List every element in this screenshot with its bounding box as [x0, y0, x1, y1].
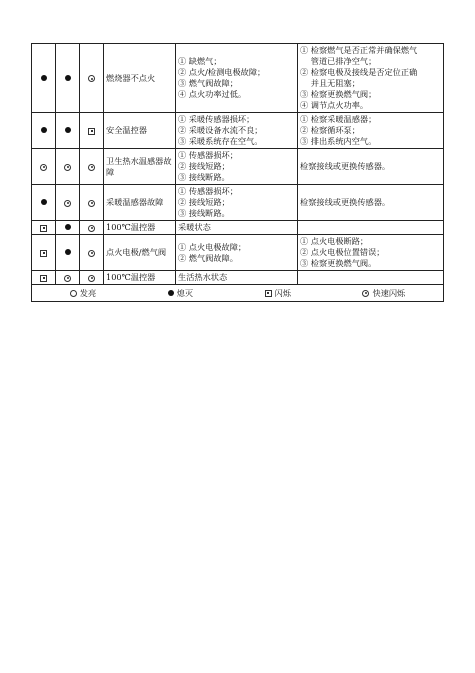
- table-row: [32, 221, 444, 235]
- component-cell: 100℃温控器: [104, 271, 176, 285]
- indicator-cell-3: [80, 235, 104, 271]
- indicator-cell-3: [80, 271, 104, 285]
- table-row: [32, 271, 444, 285]
- cause-cell: [176, 44, 298, 113]
- indicator-cell-1: [32, 113, 56, 149]
- cause-line: ③ 接线断路。: [178, 172, 230, 182]
- indicator-cell-1: [32, 271, 56, 285]
- light-off-icon: [168, 290, 174, 296]
- table-row: [32, 149, 444, 185]
- indicator-cell-2: [56, 44, 80, 113]
- component-cell: 卫生热水温感器故障: [104, 149, 176, 185]
- cause-line: 采暖状态: [178, 222, 211, 232]
- cause-cell: [176, 271, 298, 285]
- cause-cell: [176, 149, 298, 185]
- cause-line: ② 采暖设备水流不良；: [178, 125, 263, 135]
- table-row: [32, 113, 444, 149]
- remedy-line: 并且无阻塞；: [300, 78, 360, 88]
- indicator-cell-1: [32, 221, 56, 235]
- remedy-cell: [298, 185, 444, 221]
- fast-flash-icon: [88, 200, 95, 207]
- indicator-cell-2: [56, 185, 80, 221]
- component-cell: 采暖温感器故障: [104, 185, 176, 221]
- remedy-line: 管道已排净空气；: [300, 56, 377, 66]
- component-cell: 点火电极/燃气阀: [104, 235, 176, 271]
- legend-item-off: [168, 288, 193, 299]
- indicator-cell-3: [80, 44, 104, 113]
- remedy-line: ④ 调节点火功率。: [300, 100, 369, 110]
- cause-line: ① 缺燃气；: [178, 56, 222, 66]
- remedy-line: ① 检察燃气是否正常并确保燃气: [300, 45, 418, 55]
- legend-flash-label: 闪烁: [274, 287, 291, 298]
- legend-off-label: 熄灭: [176, 287, 194, 298]
- indicator-cell-1: [32, 44, 56, 113]
- flash-icon: [40, 250, 47, 257]
- light-off-icon: [65, 127, 71, 133]
- cause-line: ② 燃气阀故障。: [178, 252, 238, 263]
- light-on-icon: [70, 290, 77, 297]
- remedy-line: 检察接线或更换传感器。: [300, 197, 391, 207]
- table-row: [32, 44, 444, 113]
- remedy-line: ② 检察电极及接线是否定位正确: [300, 67, 418, 77]
- indicator-cell-3: [80, 185, 104, 221]
- fast-flash-icon: [88, 225, 95, 232]
- light-off-icon: [65, 249, 71, 255]
- indicator-cell-1: [32, 149, 56, 185]
- legend-item-flash: [265, 288, 291, 299]
- component-cell: 100℃温控器: [104, 221, 176, 235]
- remedy-line: ② 检察循环泵；: [300, 125, 360, 135]
- legend-cell: [32, 285, 444, 302]
- flash-icon: [88, 128, 95, 135]
- cause-line: ② 点火/检测电极故障；: [178, 67, 266, 77]
- remedy-cell: [298, 221, 444, 235]
- cause-line: ② 接线短路；: [178, 161, 230, 171]
- indicator-cell-2: [56, 235, 80, 271]
- fast-flash-icon: [88, 275, 95, 282]
- table-row: [32, 185, 444, 221]
- cause-line: ① 采暖传感器损坏；: [178, 114, 255, 124]
- cause-line: ③ 燃气阀故障；: [178, 78, 238, 88]
- remedy-cell: [298, 235, 444, 271]
- fast-flash-icon: [88, 164, 95, 171]
- indicator-cell-2: [56, 149, 80, 185]
- legend-row: [32, 285, 444, 302]
- indicator-cell-2: [56, 271, 80, 285]
- remedy-line: 检察接线或更换传感器。: [300, 161, 391, 171]
- remedy-cell: [298, 149, 444, 185]
- remedy-line: ② 点火电极位置错误；: [300, 247, 385, 257]
- indicator-cell-1: [32, 235, 56, 271]
- flash-icon: [265, 290, 272, 297]
- indicator-cell-3: [80, 221, 104, 235]
- light-off-icon: [65, 75, 71, 81]
- cause-line: 生活热水状态: [178, 272, 228, 282]
- fast-flash-icon: [362, 290, 369, 297]
- cause-line: ④ 点火功率过低。: [178, 89, 247, 99]
- light-off-icon: [41, 199, 47, 205]
- remedy-line: ③ 检察更换燃气阀；: [300, 89, 377, 99]
- legend: [34, 286, 441, 300]
- fast-flash-icon: [64, 200, 71, 207]
- light-off-icon: [65, 224, 71, 230]
- legend-item-fast: [362, 288, 405, 299]
- fast-flash-icon: [88, 250, 95, 257]
- light-off-icon: [41, 127, 47, 133]
- component-cell: 安全温控器: [104, 113, 176, 149]
- cause-line: ① 传感器损坏；: [178, 150, 238, 160]
- fault-table-body: [32, 44, 444, 285]
- cause-cell: [176, 185, 298, 221]
- flash-icon: [40, 225, 47, 232]
- indicator-cell-3: [80, 149, 104, 185]
- cause-cell: [176, 113, 298, 149]
- indicator-cell-2: [56, 113, 80, 149]
- flash-icon: [40, 275, 47, 282]
- legend-on-label: 发亮: [79, 287, 97, 298]
- fast-flash-icon: [88, 75, 95, 82]
- cause-line: ② 接线短路；: [178, 197, 230, 207]
- remedy-line: ③ 检察更换燃气阀。: [300, 258, 377, 268]
- table-row: [32, 235, 444, 271]
- fast-flash-icon: [64, 275, 71, 282]
- cause-cell: [176, 235, 298, 271]
- indicator-cell-3: [80, 113, 104, 149]
- component-cell: 燃烧器不点火: [104, 44, 176, 113]
- remedy-cell: [298, 44, 444, 113]
- remedy-line: ③ 排出系统内空气。: [300, 136, 377, 146]
- cause-line: ③ 采暖系统存在空气。: [178, 136, 263, 146]
- light-off-icon: [41, 75, 47, 81]
- cause-line: ① 点火电极故障；: [178, 241, 247, 252]
- fault-code-table: [31, 43, 444, 302]
- fast-flash-icon: [64, 164, 71, 171]
- cause-line: ① 传感器损坏；: [178, 186, 238, 196]
- indicator-cell-2: [56, 221, 80, 235]
- legend-fast-label: 快速闪烁: [372, 287, 406, 298]
- cause-line: ③ 接线断路。: [178, 208, 230, 218]
- fast-flash-icon: [40, 164, 47, 171]
- indicator-cell-1: [32, 185, 56, 221]
- legend-item-on: [70, 288, 96, 299]
- cause-cell: [176, 221, 298, 235]
- remedy-line: ① 点火电极断路；: [300, 236, 369, 246]
- remedy-cell: [298, 113, 444, 149]
- remedy-cell: [298, 271, 444, 285]
- remedy-line: ① 检察采暖温感器；: [300, 114, 377, 124]
